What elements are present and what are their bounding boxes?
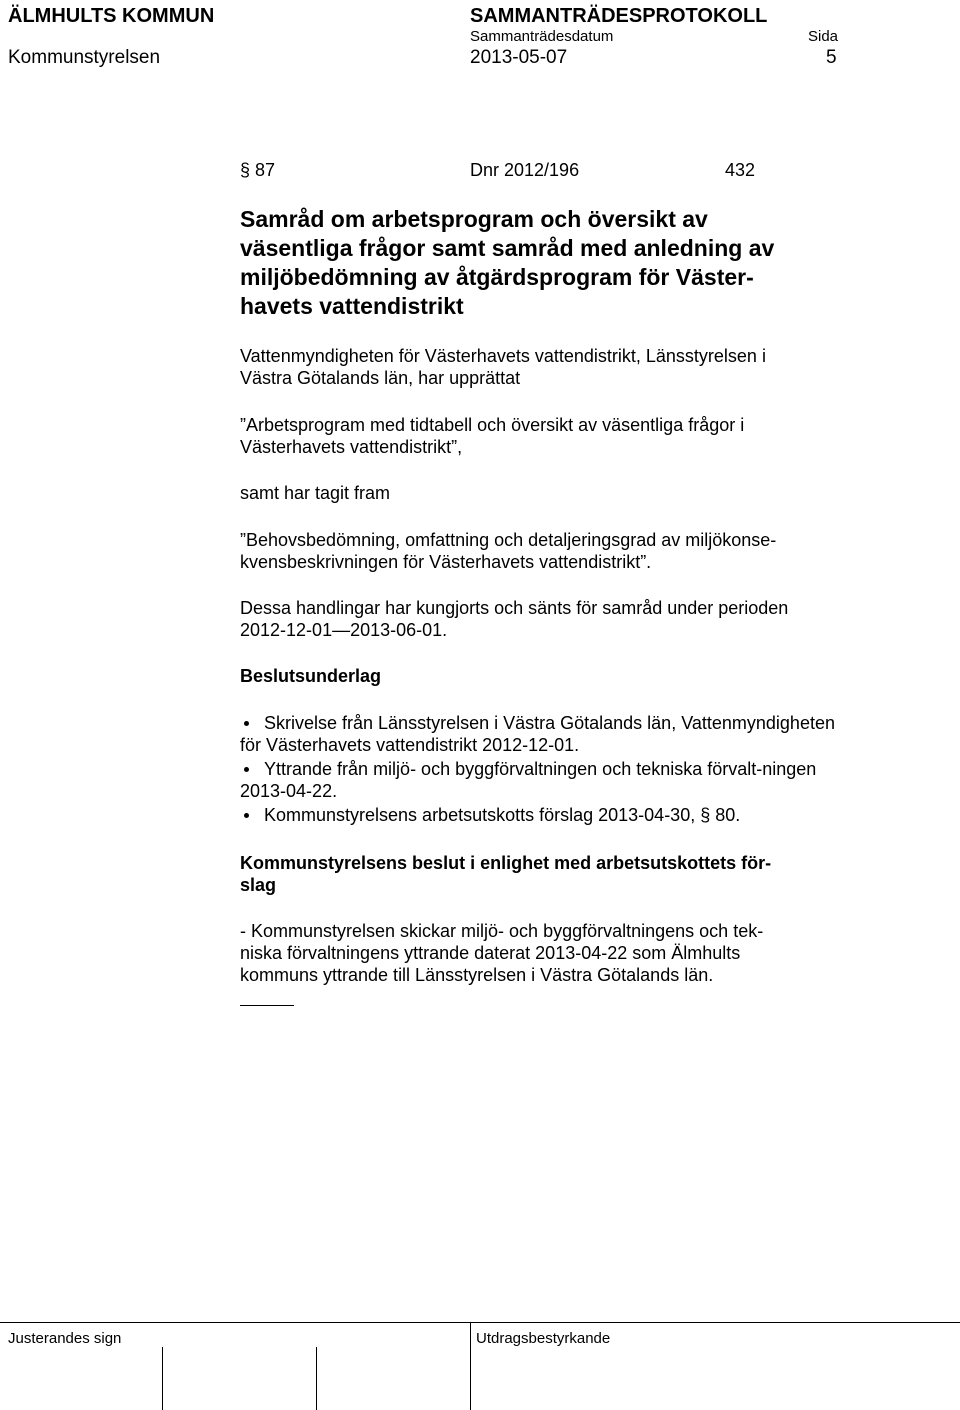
date-label: Sammanträdesdatum [470, 28, 614, 45]
paragraph-value: 87 [255, 160, 276, 180]
decision-heading [240, 852, 771, 896]
footer-top-border [0, 1322, 960, 1323]
sign-label: Justerandes sign [8, 1330, 122, 1347]
document-type: SAMMANTRÄDESPROTOKOLL [470, 5, 768, 27]
text-line: 2012-12-01—2013-06-01. [240, 620, 448, 640]
list-item [240, 804, 860, 826]
basis-heading: Beslutsunderlag [240, 666, 382, 686]
text-line: niska förvaltningens yttrande daterat 2013-04-22 som Älmhults [240, 943, 741, 963]
bullet-icon [244, 813, 249, 818]
dnr: Dnr 2012/196 [470, 160, 580, 180]
text-line: Dessa handlingar har kungjorts och sänts för samråd under perioden [240, 598, 789, 618]
list-item [240, 712, 860, 756]
municipality-name: ÄLMHULTS KOMMUN [8, 5, 215, 27]
title-line: Samråd om arbetsprogram och översikt av [240, 206, 708, 232]
bullet-icon [244, 767, 249, 772]
document-two-paragraph [240, 529, 776, 573]
document-one-paragraph [240, 414, 744, 458]
consultation-paragraph [240, 597, 788, 641]
paragraph-number: § 87 [240, 160, 276, 180]
text-line: Vattenmyndigheten för Västerhavets vattendistrikt, Länsstyrelsen i [240, 346, 766, 366]
committee-name: Kommunstyrelsen [8, 47, 161, 68]
meeting-date: 2013-05-07 [470, 47, 568, 68]
text-line: Kommunstyrelsens beslut i enlighet med arbetsutskottets för- [240, 853, 772, 873]
title-line: havets vattendistrikt [240, 293, 464, 319]
page-number: 5 [826, 47, 837, 68]
bullet-icon [244, 721, 249, 726]
list-item-text: Kommunstyrelsens arbetsutskotts förslag 2013-04-30, § 80. [264, 805, 741, 825]
excerpt-label: Utdragsbestyrkande [476, 1330, 611, 1347]
basis-list [240, 712, 860, 828]
archive-code: 432 [725, 160, 756, 180]
list-item-text: Skrivelse från Länsstyrelsen i Västra Götalands län, Vattenmyndigheten för Västerhavets vattendistrikt 2012-12-01. [240, 713, 835, 755]
end-rule [240, 1005, 294, 1006]
section-title [240, 205, 774, 321]
text-line: ”Arbetsprogram med tidtabell och översikt av väsentliga frågor i [240, 415, 745, 435]
text-line: slag [240, 875, 277, 895]
list-item-text: Yttrande från miljö- och byggförvaltningen och tekniska förvalt-ningen 2013-04-22. [240, 759, 817, 801]
intro-paragraph [240, 345, 766, 389]
page-label: Sida [808, 28, 839, 45]
text-line: kvensbeskrivningen för Västerhavets vattendistrikt”. [240, 552, 652, 572]
connector-paragraph: samt har tagit fram [240, 483, 391, 503]
decision-text [240, 920, 763, 986]
text-line: - Kommunstyrelsen skickar miljö- och byggförvaltningens och tek- [240, 921, 764, 941]
text-line: ”Behovsbedömning, omfattning och detaljeringsgrad av miljökonse- [240, 530, 777, 550]
title-line: miljöbedömning av åtgärdsprogram för Väster- [240, 264, 754, 290]
text-line: Västerhavets vattendistrikt”, [240, 437, 463, 457]
footer-divider [470, 1322, 471, 1410]
list-item [240, 758, 860, 802]
sign-box-divider [162, 1347, 163, 1410]
title-line: väsentliga frågor samt samråd med anledning av [240, 235, 775, 261]
sign-box-divider [316, 1347, 317, 1410]
text-line: kommuns yttrande till Länsstyrelsen i Västra Götalands län. [240, 965, 714, 985]
text-line: Västra Götalands län, har upprättat [240, 368, 521, 388]
